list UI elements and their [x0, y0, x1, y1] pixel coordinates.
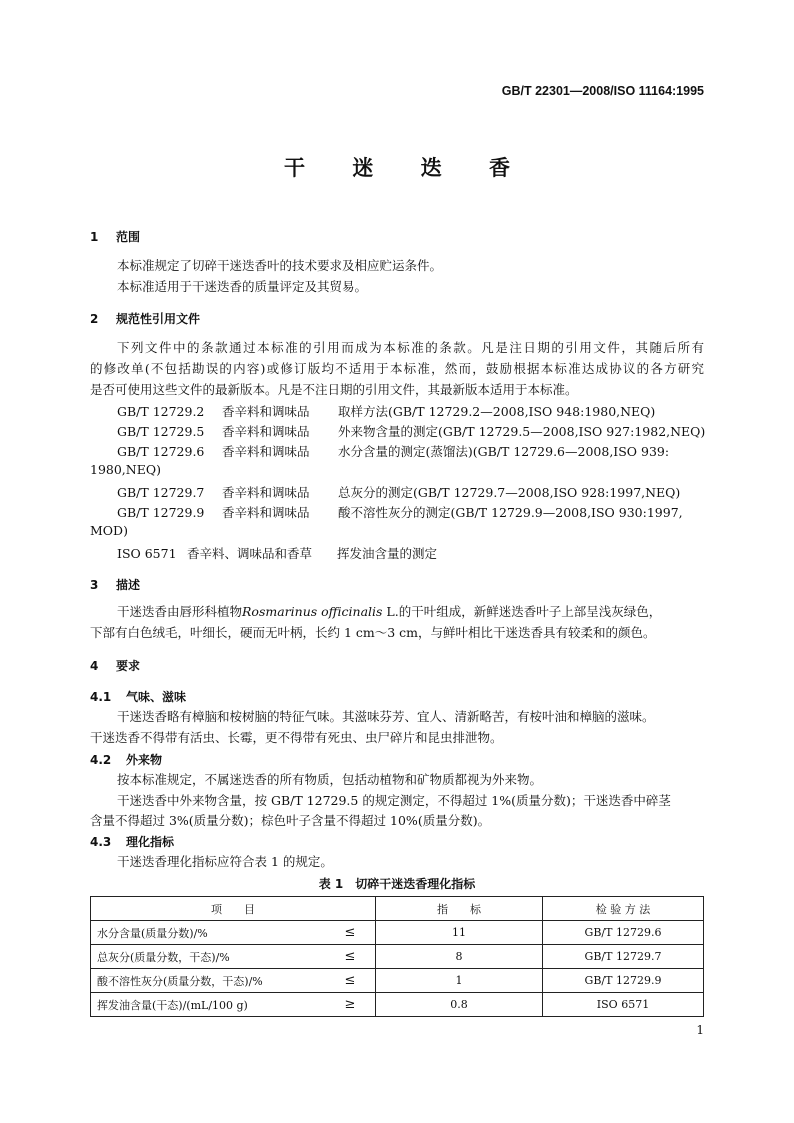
cell-operator: ≤	[325, 969, 376, 993]
header-method: 检 验 方 法	[543, 897, 704, 921]
cell-operator: ≤	[325, 945, 376, 969]
cell-item: 水分含量(质量分数)/%	[91, 921, 326, 945]
reference-category: 香辛料和调味品	[222, 444, 310, 459]
subsection-4-1-heading	[90, 688, 186, 705]
reference-item	[117, 544, 437, 562]
physicochemical-table	[90, 896, 704, 1017]
subsection-number: 4.2	[90, 753, 112, 767]
cell-method: ISO 6571	[543, 993, 704, 1017]
cell-item: 挥发油含量(干态)/(mL/100 g)	[91, 993, 326, 1017]
reference-item	[117, 503, 683, 521]
paragraph-line: 干迷迭香不得带有活虫、长霉，更不得带有死虫、虫尸碎片和昆虫排泄物。	[90, 730, 503, 745]
section-title: 范围	[116, 230, 141, 244]
section-2-heading	[90, 310, 200, 327]
section-1-heading	[90, 228, 140, 245]
reference-category: 香辛料和调味品	[222, 404, 310, 419]
paragraph-line: 本标准规定了切碎干迷迭香叶的技术要求及相应贮运条件。	[117, 258, 443, 273]
table-caption: 表 1 切碎干迷迭香理化指标	[318, 877, 476, 891]
cell-operator: ≤	[325, 921, 376, 945]
paragraph-line: 是否可使用这些文件的最新版本。凡是不注日期的引用文件，其最新版本适用于本标准。	[90, 382, 578, 397]
table-header-row	[91, 897, 704, 921]
subsection-number: 4.1	[90, 690, 112, 704]
cell-method: GB/T 12729.6	[543, 921, 704, 945]
header-item: 项 目	[91, 897, 376, 921]
section-title: 规范性引用文件	[116, 312, 201, 326]
section-number: 1	[90, 230, 99, 244]
reference-title: 水分含量的测定(蒸馏法)(GB/T 12729.6—2008,ISO 939:	[338, 444, 670, 459]
reference-item	[117, 422, 705, 440]
section-4-heading	[90, 657, 140, 674]
subsection-title: 外来物	[126, 753, 163, 767]
reference-title: 挥发油含量的测定	[337, 546, 438, 561]
reference-continuation: MOD)	[90, 523, 128, 538]
cell-value: 11	[376, 921, 543, 945]
section-number: 3	[90, 578, 99, 592]
reference-code: ISO 6571	[117, 546, 177, 561]
paragraph-line: 干迷迭香中外来物含量，按 GB/T 12729.5 的规定测定，不得超过 1%(质量分数)；干迷迭香中碎茎	[117, 793, 671, 808]
cell-method: GB/T 12729.7	[543, 945, 704, 969]
document-title: 干 迷 迭 香	[284, 156, 530, 180]
cell-operator: ≥	[325, 993, 376, 1017]
paragraph-line: 干迷迭香略有樟脑和桉树脑的特征气味。其滋味芬芳、宜人、清新略苦，有桉叶油和樟脑的滋味。	[117, 709, 655, 724]
reference-item	[117, 483, 680, 501]
text-run: 干迷迭香由唇形科植物	[117, 604, 243, 619]
paragraph-line: 含量不得超过 3%(质量分数)；棕色叶子含量不得超过 10%(质量分数)。	[90, 813, 491, 828]
reference-code: GB/T 12729.7	[117, 485, 205, 500]
page-number: 1	[696, 1023, 704, 1037]
table-row	[91, 945, 704, 969]
section-title: 描述	[116, 578, 141, 592]
section-number: 4	[90, 659, 99, 673]
subsection-title: 理化指标	[126, 835, 175, 849]
reference-title: 酸不溶性灰分的测定(GB/T 12729.9—2008,ISO 930:1997,	[338, 505, 683, 520]
reference-title: 外来物含量的测定(GB/T 12729.5—2008,ISO 927:1982,NEQ)	[338, 424, 706, 439]
reference-category: 香辛料和调味品	[222, 505, 310, 520]
cell-item: 酸不溶性灰分(质量分数，干态)/%	[91, 969, 326, 993]
paragraph-line: 按本标准规定，不属迷迭香的所有物质，包括动植物和矿物质都视为外来物。	[117, 772, 543, 787]
paragraph-line: 干迷迭香理化指标应符合表 1 的规定。	[117, 854, 333, 869]
table-row	[91, 969, 704, 993]
reference-category: 香辛料和调味品	[222, 485, 310, 500]
paragraph-line: 下部有白色绒毛，叶细长，硬而无叶柄，长约 1 cm～3 cm，与鲜叶相比干迷迭香具有较柔和的颜色。	[90, 625, 656, 640]
section-number: 2	[90, 312, 99, 326]
table-row	[91, 993, 704, 1017]
reference-code: GB/T 12729.5	[117, 424, 205, 439]
standard-code-header: GB/T 22301—2008/ISO 11164:1995	[501, 84, 704, 98]
paragraph-line: 的修改单(不包括勘误的内容)或修订版均不适用于本标准，然而，鼓励根据本标准达成协议的各方研究	[90, 361, 704, 376]
cell-value: 8	[376, 945, 543, 969]
cell-value: 1	[376, 969, 543, 993]
text-run: L.的干叶组成，新鲜迷迭香叶子上部呈浅灰绿色，	[386, 604, 662, 619]
subsection-4-2-heading	[90, 751, 162, 768]
reference-code: GB/T 12729.9	[117, 505, 205, 520]
reference-category: 香辛料和调味品	[222, 424, 310, 439]
subsection-number: 4.3	[90, 835, 112, 849]
reference-title: 取样方法(GB/T 12729.2—2008,ISO 948:1980,NEQ)	[338, 404, 656, 419]
subsection-4-3-heading	[90, 833, 174, 850]
cell-item: 总灰分(质量分数，干态)/%	[91, 945, 326, 969]
subsection-title: 气味、滋味	[126, 690, 187, 704]
reference-continuation: 1980,NEQ)	[90, 462, 161, 477]
reference-category: 香辛料、调味品和香草	[187, 546, 313, 561]
reference-code: GB/T 12729.2	[117, 404, 205, 419]
reference-title: 总灰分的测定(GB/T 12729.7—2008,ISO 928:1997,NEQ)	[338, 485, 681, 500]
paragraph-line: 下列文件中的条款通过本标准的引用而成为本标准的条款。凡是注日期的引用文件，其随后所有	[117, 340, 704, 355]
paragraph-line: 本标准适用于干迷迭香的质量评定及其贸易。	[117, 279, 368, 294]
paragraph-line	[117, 604, 661, 620]
latin-name: Rosmarinus officinalis	[242, 604, 383, 619]
section-3-heading	[90, 576, 140, 593]
reference-code: GB/T 12729.6	[117, 444, 205, 459]
header-value: 指 标	[376, 897, 543, 921]
section-title: 要求	[116, 659, 141, 673]
reference-item	[117, 442, 669, 460]
table-row	[91, 921, 704, 945]
cell-value: 0.8	[376, 993, 543, 1017]
reference-item	[117, 402, 655, 420]
cell-method: GB/T 12729.9	[543, 969, 704, 993]
